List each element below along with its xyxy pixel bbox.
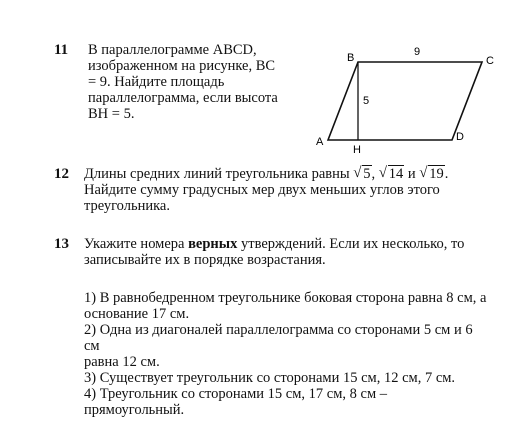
problem-12-number: 12 — [54, 166, 69, 182]
statement-line-3: 2) Одна из диагоналей параллелограмма со сторонами 5 см и 6 — [84, 322, 473, 338]
sqrt-14 — [379, 166, 405, 182]
sqrt-5-value: 5 — [363, 166, 371, 182]
problem-13-spacer — [84, 268, 509, 290]
statement-line-6: 3) Существует треугольник со сторонами 15 см, 12 см, 7 см. — [84, 370, 456, 386]
and-word: и — [407, 166, 416, 182]
problem-13-line-1 — [84, 236, 509, 252]
problem-13-line-1-pre: Укажите номера — [84, 236, 185, 252]
sqrt-14-value: 14 — [388, 166, 404, 182]
problem-12-line-2: Найдите сумму градусных мер двух меньших углов этого — [84, 182, 440, 198]
statement-line-8: прямоугольный. — [84, 402, 185, 418]
statement-line-5: равна 12 см. — [84, 354, 160, 370]
problem-11-line-4: параллелограмма, если высота — [88, 90, 278, 106]
statement-line-1: 1) В равнобедренном треугольнике боковая сторона равна 8 см, а — [84, 290, 487, 306]
statement-line-4: см — [84, 338, 100, 354]
parallelogram-shape — [328, 62, 482, 140]
problem-13-bold-word: верных — [188, 236, 238, 252]
foot-label-h: H — [353, 144, 361, 156]
height-length-label: 5 — [363, 95, 370, 107]
vertex-label-d: D — [456, 131, 464, 143]
problem-11-line-3: = 9. Найдите площадь — [88, 74, 225, 90]
problem-11-line-1: В параллелограмме ABCD, — [88, 42, 257, 58]
problem-11-number: 11 — [54, 42, 69, 58]
problem-11-line-5: BH = 5. — [88, 106, 135, 122]
statement-line-2: основание 17 см. — [84, 306, 190, 322]
problem-13-line-2: записывайте их в порядке возрастания. — [84, 252, 326, 268]
sqrt-19 — [419, 166, 445, 182]
vertex-label-c: C — [486, 55, 494, 67]
problem-12-line-1-text: Длины средних линий треугольника равны — [84, 166, 350, 182]
sqrt-19-value: 19 — [429, 166, 444, 182]
problem-13-line-1-post: утверждений. Если их несколько, то — [240, 236, 465, 252]
problem-13-number: 13 — [54, 236, 69, 252]
period: . — [444, 166, 449, 182]
sqrt-5 — [353, 166, 371, 182]
statement-line-7: 4) Треугольник со сторонами 15 см, 17 см, 8 см – — [84, 386, 387, 402]
vertex-label-b: B — [347, 52, 355, 64]
problem-11-line-2: изображенном на рисунке, BC — [88, 58, 276, 74]
problem-12-text — [84, 166, 504, 214]
problem-13-text — [84, 236, 509, 418]
problem-12-line-1 — [84, 166, 504, 182]
problem-12-line-3: треугольника. — [84, 198, 170, 214]
side-length-label: 9 — [414, 46, 421, 58]
vertex-label-a: A — [316, 136, 324, 148]
comma-separator: , — [371, 166, 376, 182]
